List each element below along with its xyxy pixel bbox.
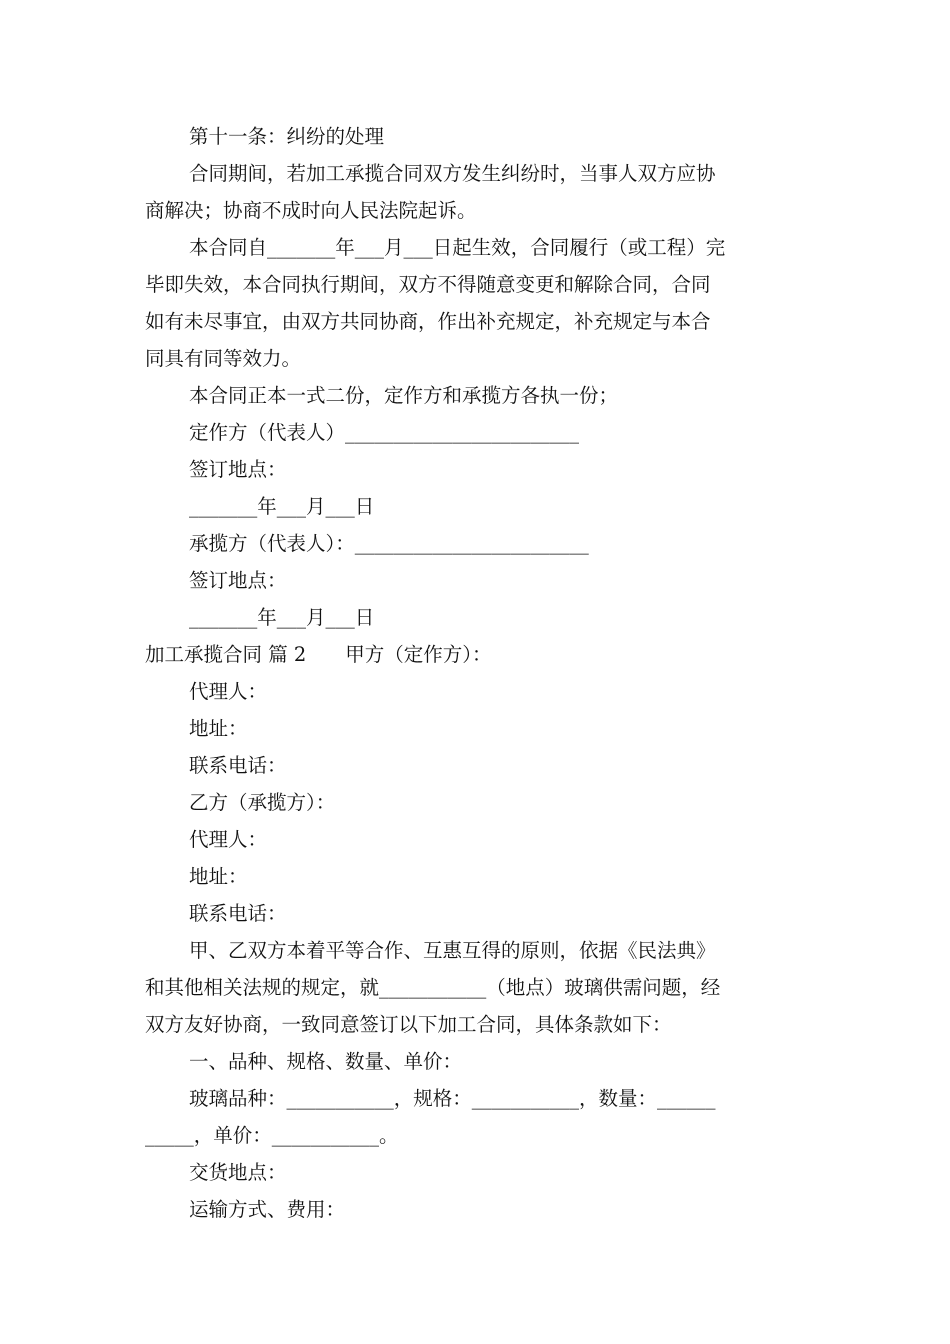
paragraph-line: 玻璃品种：___________，规格：___________，数量：______ <box>189 1087 716 1110</box>
clause-heading: 一、品种、规格、数量、单价： <box>189 1050 463 1073</box>
paragraph-line: 甲、乙双方本着平等合作、互惠互得的原则，依据《民法典》 <box>189 939 716 962</box>
paragraph-line: 同具有同等效力。 <box>145 347 302 370</box>
signature-line-customer: 定作方（代表人）________________________ <box>189 421 580 444</box>
section-heading: 加工承揽合同 篇 2 甲方（定作方）： <box>145 643 492 666</box>
field-label: 交货地点： <box>189 1161 287 1184</box>
field-label: 地址： <box>189 865 248 888</box>
field-label: 联系电话： <box>189 754 287 777</box>
paragraph-line: 和其他相关法规的规定，就___________（地点）玻璃供需问题，经 <box>145 976 721 999</box>
field-label: 地址： <box>189 717 248 740</box>
paragraph-line: 双方友好协商，一致同意签订以下加工合同，具体条款如下： <box>145 1013 672 1036</box>
field-label: 联系电话： <box>189 902 287 925</box>
field-label: 乙方（承揽方）： <box>189 791 336 814</box>
paragraph-line: _____，单价：___________。 <box>145 1124 399 1147</box>
field-label: 代理人： <box>189 828 268 851</box>
paragraph-line: 如有未尽事宜，由双方共同协商，作出补充规定，补充规定与本合 <box>145 310 711 333</box>
paragraph-line: 本合同自_______年___月___日起生效，合同履行（或工程）完 <box>189 236 726 259</box>
field-label: 运输方式、费用： <box>189 1198 346 1221</box>
article-heading: 第十一条：纠纷的处理 <box>189 125 385 148</box>
signing-place-label: 签订地点： <box>189 569 287 592</box>
document-body <box>145 118 807 1228</box>
signing-date-line: _______年___月___日 <box>189 495 375 518</box>
paragraph-line: 合同期间，若加工承揽合同双方发生纠纷时，当事人双方应协 <box>189 162 716 185</box>
paragraph-line: 毕即失效，本合同执行期间，双方不得随意变更和解除合同，合同 <box>145 273 711 296</box>
signature-line-contractor: 承揽方（代表人）：________________________ <box>189 532 589 555</box>
signing-place-label: 签订地点： <box>189 458 287 481</box>
signing-date-line: _______年___月___日 <box>189 606 375 629</box>
paragraph-line: 本合同正本一式二份，定作方和承揽方各执一份； <box>189 384 619 407</box>
field-label: 代理人： <box>189 680 268 703</box>
paragraph-line: 商解决；协商不成时向人民法院起诉。 <box>145 199 477 222</box>
